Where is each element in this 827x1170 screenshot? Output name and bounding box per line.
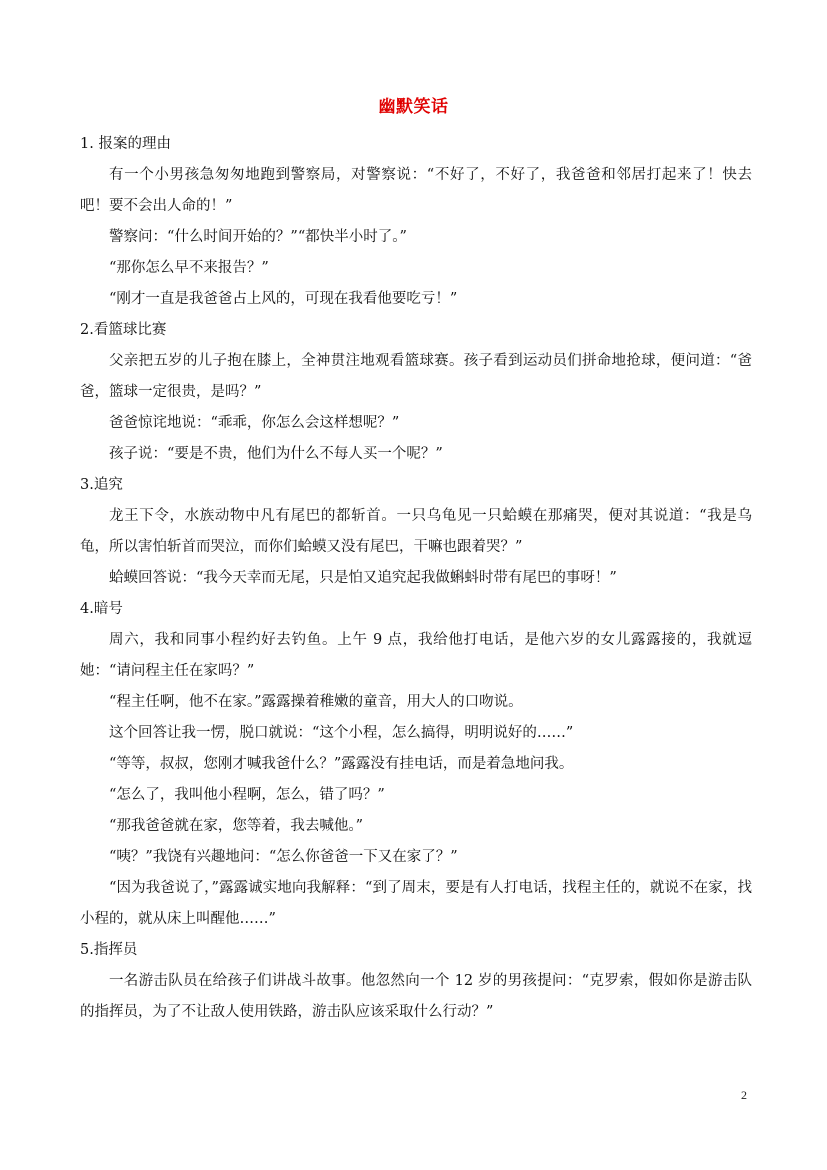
paragraph: “刚才一直是我爸爸占上风的，可现在我看他要吃亏！” [109, 291, 458, 307]
paragraph: 父亲把五岁的儿子抱在膝上，全神贯注地观看篮球赛。孩子看到运动员们拼命地抢球，便问道：“爸爸，篮球一定很贵，是吗？” [80, 353, 752, 400]
joke-section-5 [80, 935, 752, 1028]
joke-section-4 [80, 594, 752, 935]
section-heading: 4.暗号 [80, 601, 123, 617]
joke-section-3 [80, 470, 752, 594]
paragraph: 孩子说：“要是不贵，他们为什么不每人买一个呢？” [109, 446, 443, 462]
paragraph: 这个回答让我一愣，脱口就说：“这个小程，怎么搞得，明明说好的……” [109, 725, 574, 741]
paragraph: 一名游击队员在给孩子们讲战斗故事。他忽然向一个 12 岁的男孩提问：“克罗索，假如你是游击队的指挥员，为了不让敌人使用铁路，游击队应该采取什么行动？” [80, 973, 752, 1020]
section-heading: 1. 报案的理由 [80, 136, 171, 152]
paragraph: 蛤蟆回答说：“我今天幸而无尾，只是怕又追究起我做蝌蚪时带有尾巴的事呀！” [109, 570, 617, 586]
joke-section-1 [80, 129, 752, 315]
paragraph: 周六，我和同事小程约好去钓鱼。上午 9 点，我给他打电话，是他六岁的女儿露露接的，我就逗她：“请问程主任在家吗？” [80, 632, 752, 679]
paragraph: “程主任啊，他不在家。”露露操着稚嫩的童音，用大人的口吻说。 [109, 694, 523, 710]
document-body [80, 129, 752, 1028]
section-heading: 3.追究 [80, 477, 123, 493]
paragraph: “因为我爸说了，”露露诚实地向我解释：“到了周末，要是有人打电话，找程主任的，就说不在家，找小程的，就从床上叫醒他……” [80, 880, 752, 927]
paragraph: 有一个小男孩急匆匆地跑到警察局，对警察说：“不好了，不好了，我爸爸和邻居打起来了！快去吧！要不会出人命的！” [80, 167, 752, 214]
paragraph: 爸爸惊诧地说：“乖乖，你怎么会这样想呢？” [109, 415, 400, 431]
paragraph: “等等，叔叔，您刚才喊我爸什么？”露露没有挂电话，而是着急地问我。 [109, 756, 574, 772]
paragraph: “那你怎么早不来报告？” [109, 260, 269, 276]
paragraph: 警察问：“什么时间开始的？”“都快半小时了。” [109, 229, 407, 245]
paragraph: “那我爸爸就在家，您等着，我去喊他。” [109, 818, 364, 834]
joke-section-2 [80, 315, 752, 470]
paragraph: “怎么了，我叫他小程啊，怎么，错了吗？” [109, 787, 385, 803]
page-title: 幽默笑话 [378, 97, 449, 117]
section-heading: 2.看篮球比赛 [80, 322, 167, 338]
section-heading: 5.指挥员 [80, 942, 138, 958]
page-number: 2 [741, 1088, 747, 1102]
paragraph: “咦？”我饶有兴趣地问：“怎么你爸爸一下又在家了？” [109, 849, 458, 865]
paragraph: 龙王下令，水族动物中凡有尾巴的都斩首。一只乌龟见一只蛤蟆在那痛哭，便对其说道：“我是乌龟，所以害怕斩首而哭泣，而你们蛤蟆又没有尾巴，干嘛也跟着哭？” [80, 508, 752, 555]
